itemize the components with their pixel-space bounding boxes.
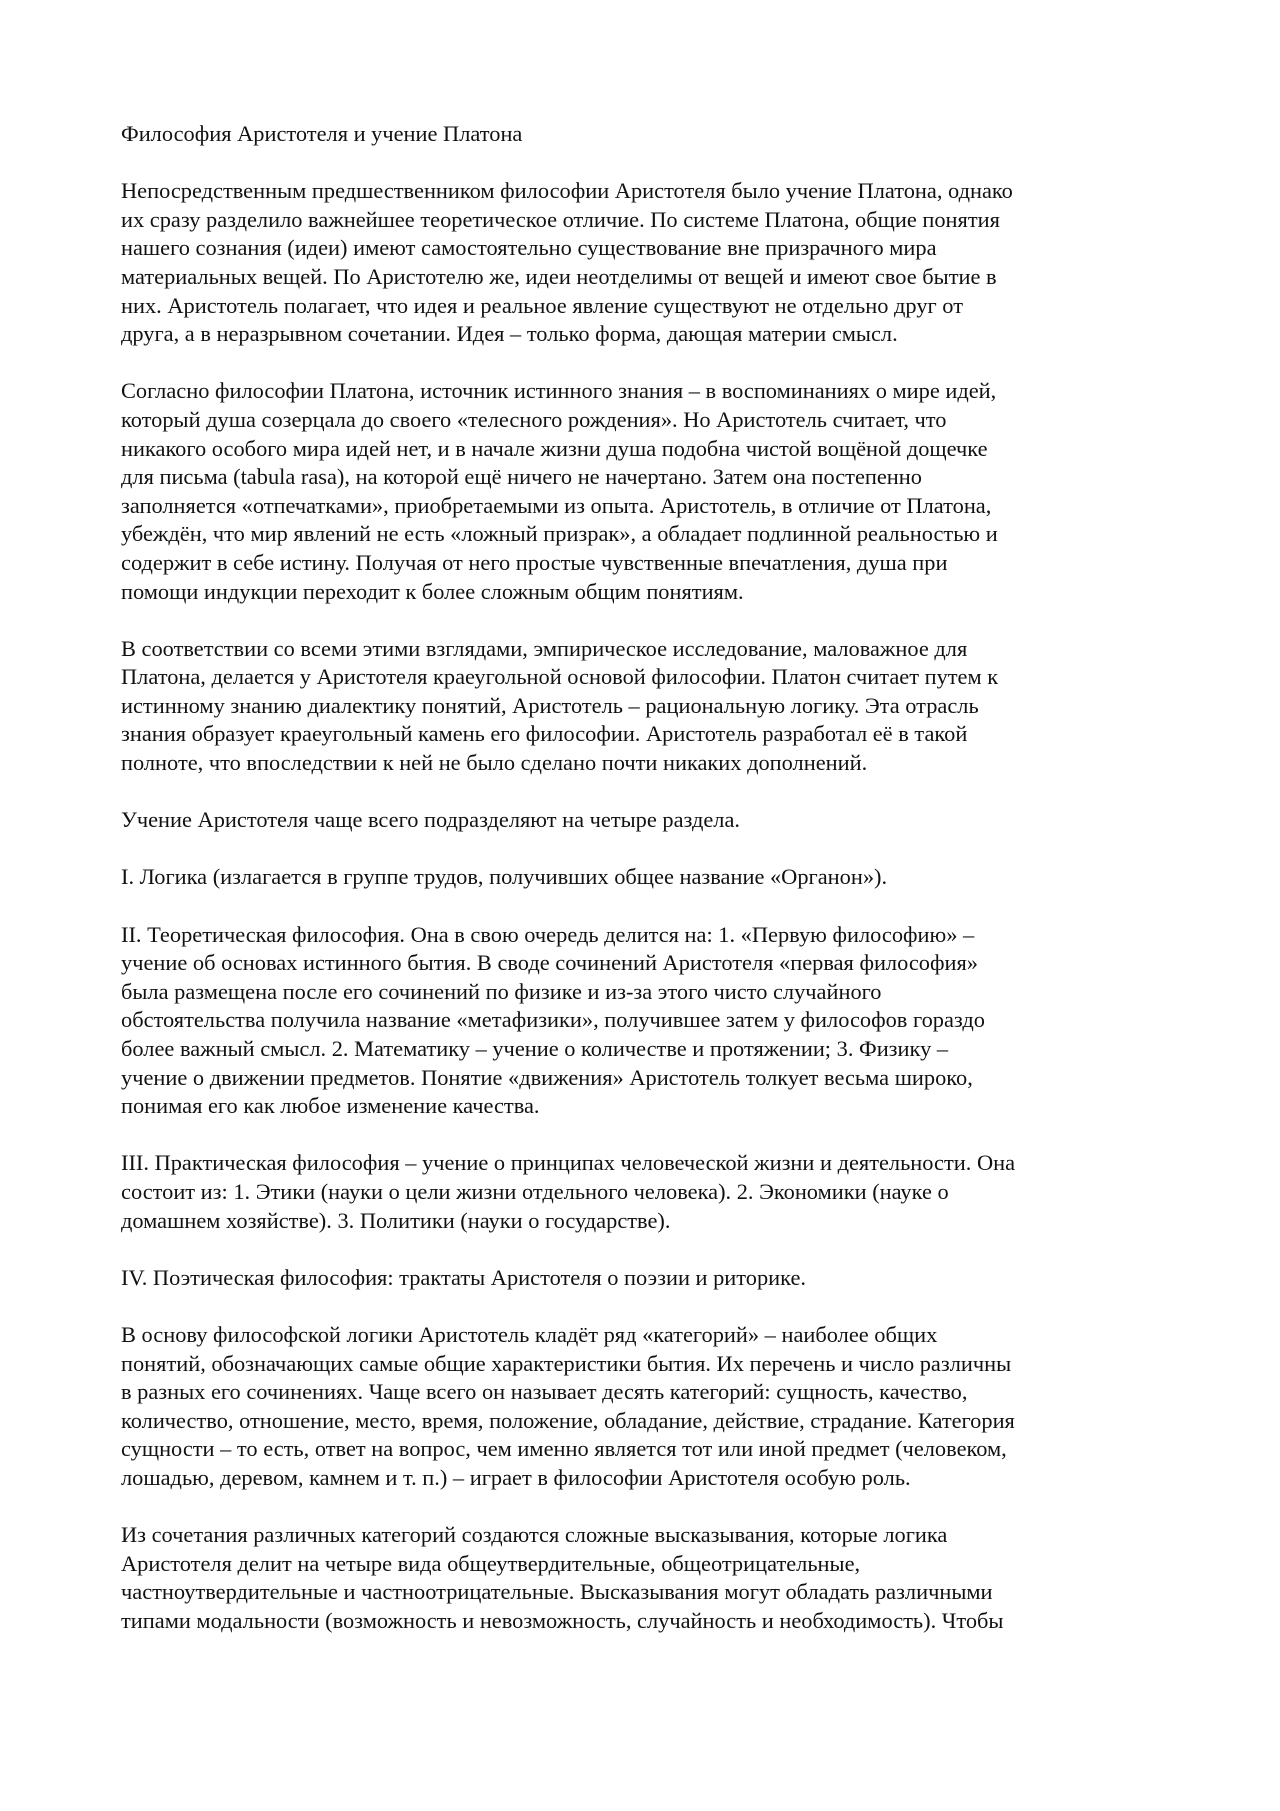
paragraph-statements xyxy=(121,1521,1161,1635)
text-line: домашнем хозяйстве). 3. Политики (науки о государстве). xyxy=(121,1207,671,1233)
text-line: понимая его как любое изменение качества. xyxy=(121,1093,540,1119)
text-line: типами модальности (возможность и невозможность, случайность и необходимость). Чтобы xyxy=(121,1607,1004,1633)
text-line: I. Логика (излагается в группе трудов, получивших общее название «Органон»). xyxy=(121,864,888,890)
text-line: Аристотеля делит на четыре вида общеутвердительные, общеотрицательные, xyxy=(121,1550,861,1576)
text-line: материальных вещей. По Аристотелю же, идеи неотделимы от вещей и имеют свое бытие в xyxy=(121,263,997,289)
text-line: обстоятельства получила название «метафизики», получившее затем у философов гораздо xyxy=(121,1007,985,1033)
text-line: Платона, делается у Аристотеля краеугольной основой философии. Платон считает путем к xyxy=(121,664,999,690)
text-line: заполняется «отпечатками», приобретаемыми из опыта. Аристотель, в отличие от Платона, xyxy=(121,492,992,518)
text-line: помощи индукции переходит к более сложным общим понятиям. xyxy=(121,578,744,604)
text-line: содержит в себе истину. Получая от него простые чувственные впечатления, душа при xyxy=(121,549,948,575)
text-line: II. Теоретическая философия. Она в свою очередь делится на: 1. «Первую философию» – xyxy=(121,921,975,947)
paragraph-poetic xyxy=(121,1264,1161,1293)
text-line: понятий, обозначающих самые общие характеристики бытия. Их перечень и число различны xyxy=(121,1350,1012,1376)
title-line: Философия Аристотеля и учение Платона xyxy=(121,121,523,146)
text-line: убеждён, что мир явлений не есть «ложный призрак», а обладает подлинной реальностью и xyxy=(121,521,998,547)
text-line: состоит из: 1. Этики (науки о цели жизни отдельного человека). 2. Экономики (науке о xyxy=(121,1178,949,1204)
paragraph-2 xyxy=(121,377,1161,606)
paragraph-4 xyxy=(121,806,1161,835)
document-page xyxy=(121,120,1161,1664)
paragraph-1 xyxy=(121,177,1161,349)
paragraph-3 xyxy=(121,635,1161,778)
text-line: IV. Поэтическая философия: трактаты Аристотеля о поэзии и риторике. xyxy=(121,1264,807,1290)
text-line: частноутвердительные и частноотрицательные. Высказывания могут обладать различными xyxy=(121,1579,993,1605)
text-line: них. Аристотель полагает, что идея и реальное явление существуют не отдельно друг от xyxy=(121,292,963,318)
text-line: друга, а в неразрывном сочетании. Идея – только форма, дающая материи смысл. xyxy=(121,321,898,347)
text-line: в разных его сочинениях. Чаще всего он называет десять категорий: сущность, качество, xyxy=(121,1379,968,1405)
text-line: который душа созерцала до своего «телесного рождения». Но Аристотель считает, что xyxy=(121,406,947,432)
text-line: истинному знанию диалектику понятий, Аристотель – рациональную логику. Эта отрасль xyxy=(121,692,979,718)
text-line: Из сочетания различных категорий создаются сложные высказывания, которые логика xyxy=(121,1522,948,1548)
text-line: учение об основах истинного бытия. В своде сочинений Аристотеля «первая философия» xyxy=(121,950,978,976)
text-line: количество, отношение, место, время, положение, обладание, действие, страдание. Категория xyxy=(121,1407,1015,1433)
text-line: никакого особого мира идей нет, и в начале жизни душа подобна чистой вощёной дощечке xyxy=(121,435,988,461)
text-line: их сразу разделило важнейшее теоретическое отличие. По системе Платона, общие понятия xyxy=(121,206,1000,232)
text-line: полноте, что впоследствии к ней не было сделано почти никаких дополнений. xyxy=(121,750,868,776)
text-line: Учение Аристотеля чаще всего подразделяют на четыре раздела. xyxy=(121,807,741,833)
text-line: для письма (tabula rasa), на которой ещё ничего не начертано. Затем она постепенно xyxy=(121,464,922,490)
paragraph-theoretical xyxy=(121,921,1161,1121)
paragraph-practical xyxy=(121,1149,1161,1235)
text-line: знания образует краеугольный камень его философии. Аристотель разработал её в такой xyxy=(121,721,968,747)
text-line: нашего сознания (идеи) имеют самостоятельно существование вне призрачного мира xyxy=(121,235,937,261)
text-line: была размещена после его сочинений по физике и из-за этого чисто случайного xyxy=(121,978,882,1004)
paragraph-logic xyxy=(121,863,1161,892)
text-line: В соответствии со всеми этими взглядами, эмпирическое исследование, маловажное для xyxy=(121,635,968,661)
text-line: Непосредственным предшественником философии Аристотеля было учение Платона, однако xyxy=(121,178,1013,204)
text-line: В основу философской логики Аристотель кладёт ряд «категорий» – наиболее общих xyxy=(121,1321,938,1347)
text-line: III. Практическая философия – учение о принципах человеческой жизни и деятельности. Она xyxy=(121,1150,1016,1176)
text-line: учение о движении предметов. Понятие «движения» Аристотель толкует весьма широко, xyxy=(121,1064,973,1090)
text-line: Согласно философии Платона, источник истинного знания – в воспоминаниях о мире идей, xyxy=(121,378,997,404)
text-line: более важный смысл. 2. Математику – учение о количестве и протяжении; 3. Физику – xyxy=(121,1036,949,1061)
text-line: лошадью, деревом, камнем и т. п.) – играет в философии Аристотеля особую роль. xyxy=(121,1464,911,1490)
paragraph-categories xyxy=(121,1321,1161,1493)
text-line: сущности – то есть, ответ на вопрос, чем именно является тот или иной предмет (человеком, xyxy=(121,1436,1007,1462)
document-title xyxy=(121,120,1161,149)
